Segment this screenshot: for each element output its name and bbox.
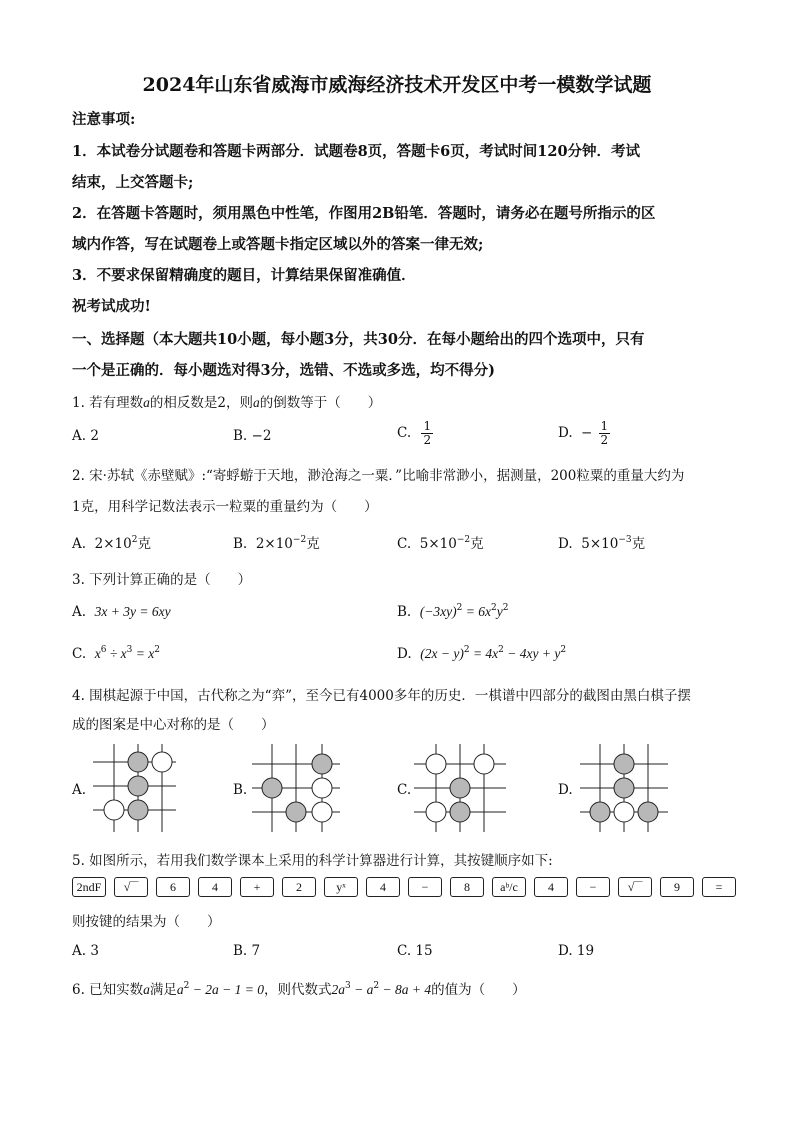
q1-option-a: A. 2	[72, 428, 99, 444]
notice-line-2b: 域内作答，写在试题卷上或答题卡指定区域以外的答案一律无效;	[72, 236, 484, 253]
notice-heading: 注意事项:	[72, 111, 136, 128]
go-board-b	[250, 742, 342, 834]
q1-option-b: B. −2	[233, 428, 272, 444]
q2-option-b: B. $2\times 10^{-2}$克	[233, 535, 320, 552]
page-title: 2024年山东省威海市威海经济技术开发区中考一模数学试题	[142, 74, 652, 96]
q4-line-1: 4. 围棋起源于中国，古代称之为“弈”，至今已有4000多年的历史．一棋谱中四部分的截图由黑白棋子摆	[72, 688, 691, 704]
go-board-c	[412, 742, 508, 834]
notice-wish: 祝考试成功!	[72, 298, 151, 315]
q5-stem: 5. 如图所示，若用我们数学课本上采用的科学计算器进行计算，其按键顺序如下:	[72, 853, 553, 869]
q5-option-c: C. 15	[397, 943, 433, 959]
key-2: 2	[282, 877, 316, 897]
key-plus: +	[240, 877, 274, 897]
go-board-a	[88, 742, 178, 834]
key-equals: =	[702, 877, 736, 897]
q5-result: 则按键的结果为（ ）	[72, 914, 221, 930]
q5-option-d: D. 19	[558, 943, 595, 959]
q3-option-c: C. $x^6 \div x^3 = x^2$	[72, 645, 160, 662]
key-4b: 4	[366, 877, 400, 897]
section1-line-b: 一个是正确的．每小题选对得3分，选错、不选或多选，均不得分)	[72, 362, 495, 379]
q4-line-2: 成的图案是中心对称的是（ ）	[72, 717, 275, 733]
key-8: 8	[450, 877, 484, 897]
q3-option-a: A. 3x + 3y = 6xy	[72, 604, 171, 620]
q2-line-2: 1克，用科学记数法表示一粒粟的重量约为（ ）	[72, 499, 378, 515]
q4-option-d-label: D.	[558, 782, 573, 798]
key-fraction: aᵇ/c	[492, 877, 526, 897]
key-2ndf: 2ndF	[72, 877, 106, 897]
key-9: 9	[660, 877, 694, 897]
q1-option-d: D. − $\frac{1}{2}$	[558, 419, 609, 447]
key-4: 4	[198, 877, 232, 897]
key-sqrt-2: √‾‾	[618, 877, 652, 897]
q2-option-d: D. $5\times 10^{-3}$克	[558, 535, 646, 552]
q3-option-d: D. $(2x - y)^2 = 4x^2 - 4xy + y^2$	[397, 645, 567, 662]
q3-stem: 3. 下列计算正确的是（ ）	[72, 572, 252, 588]
q2-option-a: A. $2\times 10^2$克	[72, 535, 151, 552]
key-minus-2: −	[576, 877, 610, 897]
notice-line-3: 3．不要求保留精确度的题目，计算结果保留准确值．	[72, 267, 416, 284]
q2-option-c: C. $5\times 10^{-2}$克	[397, 535, 484, 552]
q4-option-a-label: A.	[72, 782, 87, 798]
q4-option-c-label: C.	[397, 782, 412, 798]
q2-line-1: 2. 宋·苏轼《赤壁赋》:“寄蜉蝣于天地，渺沧海之一粟．”比喻非常渺小，据测量，200粒粟的重量大约为	[72, 468, 685, 484]
q6-stem: 6. 已知实数a满足$a^2 - 2a - 1 = 0$，则代数式$2a^3 - a^2 - 8a + 4$的值为（ ）	[72, 981, 526, 998]
calculator-key-sequence	[72, 877, 736, 897]
section1-line-a: 一、选择题（本大题共10小题，每小题3分，共30分．在每小题给出的四个选项中，只有	[72, 331, 645, 348]
q3-option-b: B. $(-3xy)^2 = 6x^2y^2$	[397, 603, 509, 620]
key-6: 6	[156, 877, 190, 897]
key-power: yˣ	[324, 877, 358, 897]
q4-option-b-label: B.	[233, 782, 248, 798]
q1-stem: 1. 若有理数a的相反数是2，则a的倒数等于（ ）	[72, 395, 382, 411]
q5-option-b: B. 7	[233, 943, 261, 959]
key-minus: −	[408, 877, 442, 897]
q1-option-c: C. $\frac{1}{2}$	[397, 419, 432, 447]
notice-line-2a: 2．在答题卡答题时，须用黑色中性笔，作图用2B铅笔．答题时，请务必在题号所指示的区	[72, 205, 656, 222]
key-sqrt: √‾‾	[114, 877, 148, 897]
q5-option-a: A. 3	[72, 943, 99, 959]
notice-line-1a: 1．本试卷分试题卷和答题卡两部分．试题卷8页，答题卡6页，考试时间120分钟．考试	[72, 143, 641, 160]
go-board-d	[578, 742, 670, 834]
key-4c: 4	[534, 877, 568, 897]
notice-line-1b: 结束，上交答题卡;	[72, 174, 194, 191]
